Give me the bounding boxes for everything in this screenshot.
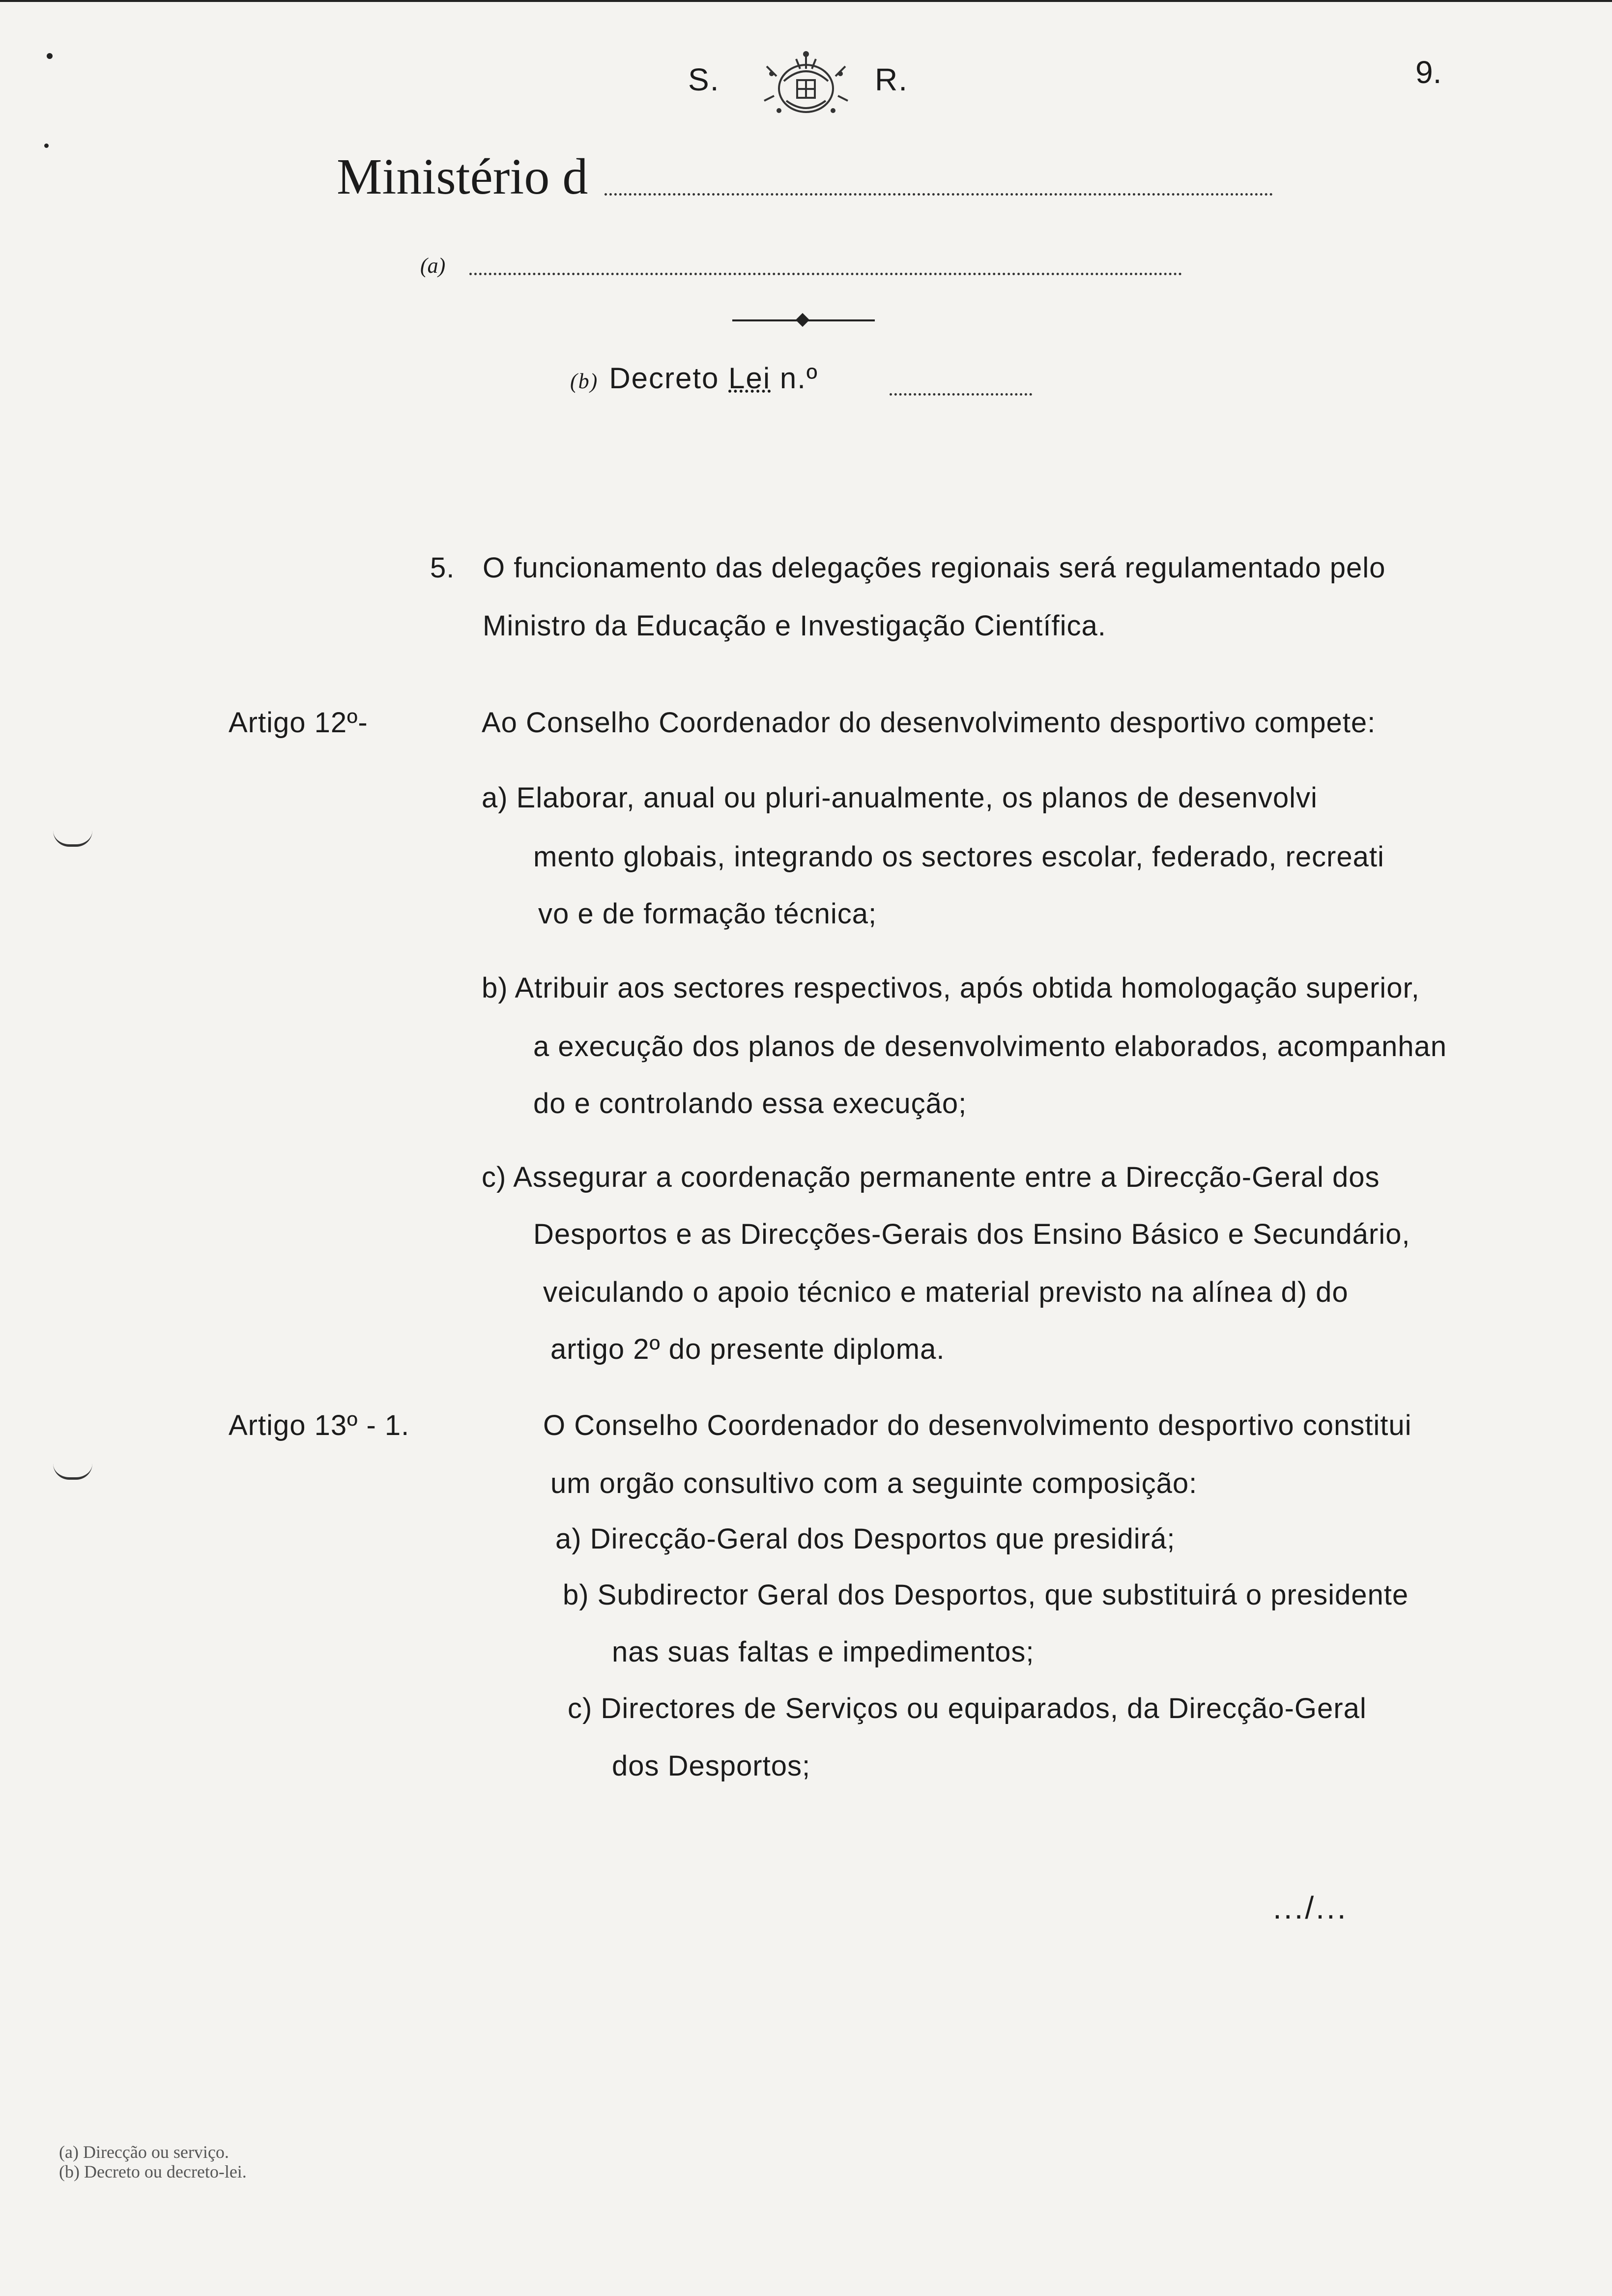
body-line: do e controlando essa execução; [533,1088,967,1119]
item-number: 5. [430,552,455,584]
body-line: b) Atribuir aos sectores respectivos, após obtida homologação superior, [482,972,1420,1004]
decree-word: Decreto [609,362,720,395]
body-line: c) Directores de Serviços ou equiparados, da Direcção-Geral [568,1693,1367,1724]
body-line: veiculando o apoio técnico e material previsto na alínea d) do [543,1276,1349,1308]
decree-fill-line [890,393,1032,396]
body-line: vo e de formação técnica; [538,898,877,930]
binder-hole-mark [47,53,53,59]
body-line: a) Direcção-Geral dos Desportos que presidirá; [555,1523,1176,1555]
article-12-label: Artigo 12º- [229,707,368,739]
article-13-label: Artigo 13º - 1. [229,1409,410,1441]
body-line: b) Subdirector Geral dos Desportos, que substituirá o presidente [563,1579,1409,1611]
body-line: artigo 2º do presente diploma. [550,1333,945,1365]
body-line: nas suas faltas e impedimentos; [612,1636,1035,1668]
direction-fill-line [469,273,1182,275]
body-line: Ministro da Educação e Investigação Científica. [483,610,1106,642]
direction-label: (a) [420,254,446,278]
body-line: Ao Conselho Coordenador do desenvolvimento desportivo compete: [482,707,1376,739]
margin-bracket-mark [53,831,92,847]
decree-footnote-label: (b) [570,369,599,393]
header-left-letter: S. [688,62,720,97]
body-line: a) Elaborar, anual ou pluri-anualmente, os planos de desenvolvi [482,782,1318,814]
continuation-mark: .../... [1273,1890,1348,1925]
diamond-ornament-icon [796,313,809,327]
body-line: dos Desportos; [612,1750,811,1782]
coat-of-arms-icon [757,47,855,125]
ministry-heading: Ministério d [337,148,588,205]
top-border [0,0,1612,2]
body-line: mento globais, integrando os sectores escolar, federado, recreati [533,841,1384,873]
page-number: 9. [1415,55,1442,90]
decree-line [570,361,818,395]
decree-number-label: n.º [779,362,818,395]
footnote-a: (a) Direcção ou serviço. [59,2142,229,2162]
margin-bracket-mark [53,1464,92,1480]
ministry-fill-line [604,193,1273,196]
body-line: um orgão consultivo com a seguinte composição: [550,1467,1198,1499]
body-line: O Conselho Coordenador do desenvolvimento desportivo constitui [543,1409,1412,1441]
footnote-b: (b) Decreto ou decreto-lei. [59,2162,247,2181]
body-line: O funcionamento das delegações regionais será regulamentado pelo [483,552,1386,584]
binder-hole-mark [44,144,49,148]
header-right-letter: R. [875,62,908,97]
decree-lei: Lei [728,362,771,395]
body-line: Desportos e as Direcções-Gerais dos Ensino Básico e Secundário, [533,1218,1410,1250]
body-line: a execução dos planos de desenvolvimento elaborados, acompanhan [533,1031,1447,1062]
body-line: c) Assegurar a coordenação permanente entre a Direcção-Geral dos [482,1161,1380,1193]
